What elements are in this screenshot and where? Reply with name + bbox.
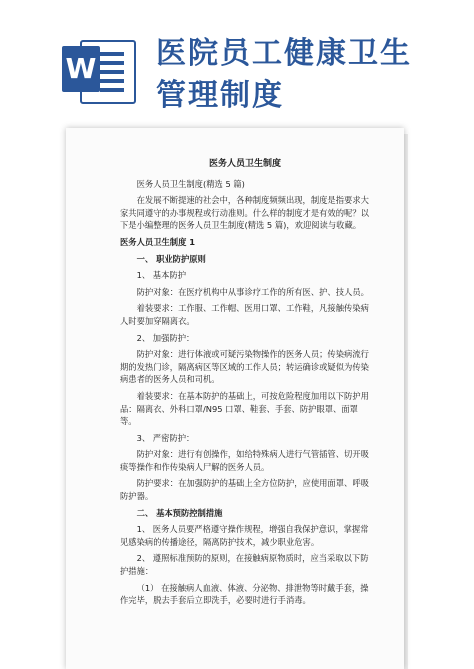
document-subtitle: 医务人员卫生制度(精选 5 篇) — [136, 178, 245, 189]
part2-paragraph2: 2、 遵照标准预防的原则，在接触病原物质时，应当采取以下防护措施： — [120, 553, 369, 577]
document-body — [120, 158, 370, 611]
item2-target: 防护对象：进行体液或可疑污染物操作的医务人员；传染病流行期的发热门诊，隔离病区等区域的工作人员；转运确诊或疑似为传染病患者的医务人员和司机。 — [120, 349, 369, 385]
item2-requirement: 着装要求：在基本防护的基础上，可按危险程度加用以下防护用品：隔离衣、外科口罩/N95 口罩、鞋套、手套、防护眼罩、面罩等。 — [120, 390, 369, 427]
section-title: 医务人员卫生制度 1 — [120, 236, 196, 247]
word-document-icon — [62, 34, 134, 106]
part2-heading: 二、 基本预防控制措施 — [136, 507, 223, 518]
page-title-line2: 管理制度 — [156, 78, 284, 113]
part1-heading: 一、 职业防护原则 — [136, 253, 206, 264]
word-icon-letter: W — [62, 46, 100, 92]
part2-paragraph3: （1） 在接触病人血液、体液、分泌物、排泄物等时戴手套，操作完毕，脱去手套后立即洗手，必要时进行手消毒。 — [120, 582, 369, 606]
page-title-line1: 医院员工健康卫生 — [156, 36, 412, 71]
banner — [0, 0, 474, 128]
part2-paragraph1: 1、 医务人员要严格遵守操作规程，增强自我保护意识，掌握常见感染病的传播途径，隔离防护技术，减少职业危害。 — [120, 524, 369, 547]
item3-requirement: 防护要求：在加强防护的基础上全方位防护，应使用面罩、呼吸防护器。 — [120, 478, 369, 502]
item1-target: 防护对象：在医疗机构中从事诊疗工作的所有医、护、技人员。 — [136, 286, 369, 297]
document-heading: 医务人员卫生制度 — [208, 159, 281, 169]
item3-target: 防护对象：进行有创操作，如给特殊病人进行气管插管、切开吸痰等操作和作传染病人尸解的医务人员。 — [120, 449, 369, 472]
item3-heading: 3、 严密防护： — [136, 432, 195, 443]
item2-heading: 2、 加强防护： — [136, 332, 195, 343]
intro-paragraph: 在发展不断提速的社会中，各种制度频频出现，制度是指要求大家共同遵守的办事规程或行动准则。什么样的制度才是有效的呢？以下是小编整理的医务人员卫生制度(精选 5 篇)，欢迎阅读与收藏。 — [120, 195, 369, 231]
item1-heading: 1、 基本防护 — [136, 270, 186, 281]
item1-requirement: 着装要求：工作服、工作帽、医用口罩、工作鞋，凡接触传染病人时要加穿隔离衣。 — [120, 303, 369, 326]
